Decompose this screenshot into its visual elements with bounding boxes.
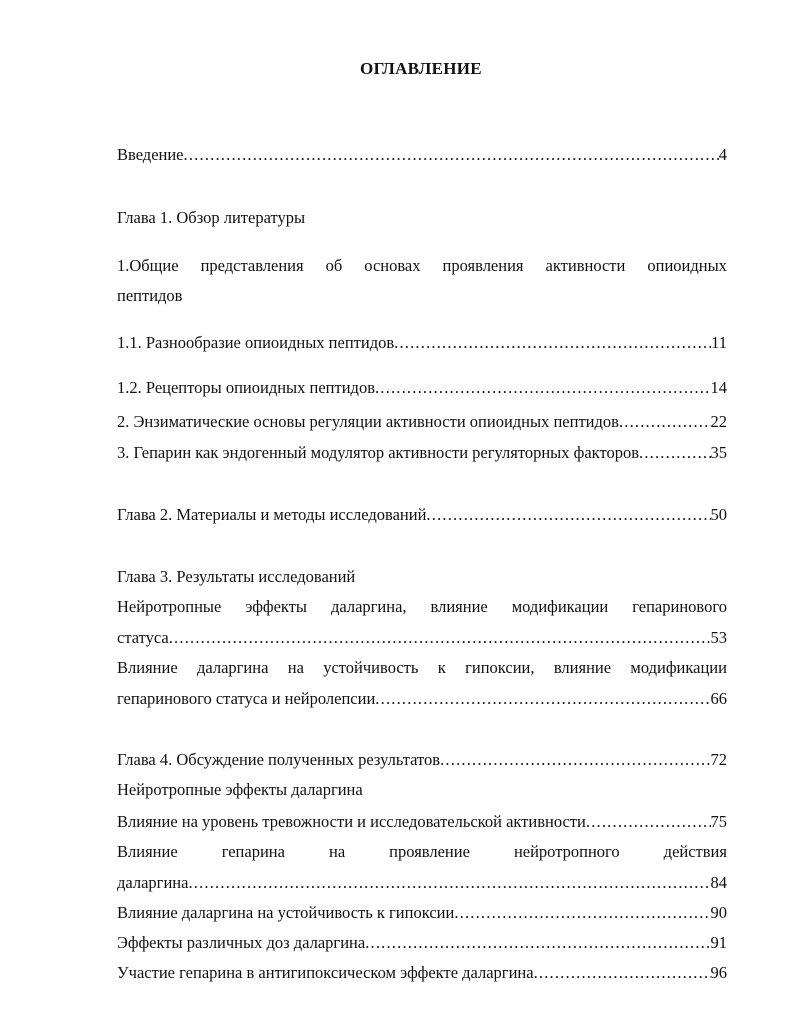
- toc-entry-1-2: 1.2. Рецепторы опиоидных пептидов ..... 14: [117, 378, 727, 398]
- toc-entry-chapter-4-item-1: Влияние на уровень тревожности и исследовательской активности ..... 75: [117, 812, 727, 832]
- chapter-1-heading: Глава 1. Обзор литературы: [117, 208, 306, 227]
- chapter-3-item-1-line1: Нейротропные эффекты даларгина, влияние модификации гепаринового: [117, 597, 727, 616]
- toc-entry-introduction: Введение ..... 4: [117, 145, 727, 165]
- toc-entry-3: 3. Гепарин как эндогенный модулятор активности регуляторных факторов ..... 35: [117, 443, 727, 463]
- toc-entry-chapter-4-item-3: Влияние даларгина на устойчивость к гипоксии ..... 90: [117, 903, 727, 923]
- toc-entry-2: 2. Энзиматические основы регуляции активности опиоидных пептидов ..... 22: [117, 412, 727, 432]
- chapter-4-item-2-line1: Влияние гепарина на проявление нейротропного действия: [117, 842, 727, 861]
- chapter-4-subheading: Нейротропные эффекты даларгина: [117, 780, 363, 799]
- page-title: ОГЛАВЛЕНИЕ: [360, 59, 482, 78]
- toc-entry-chapter-2: Глава 2. Материалы и методы исследований ..... 50: [117, 505, 727, 525]
- section-1-title-line1: 1.Общие представления об основах проявления активности опиоидных: [117, 256, 727, 275]
- toc-entry-1-1: 1.1. Разнообразие опиоидных пептидов ..... 11: [117, 333, 727, 353]
- toc-entry-chapter-4: Глава 4. Обсуждение полученных результатов ..... 72: [117, 750, 727, 770]
- chapter-3-heading: Глава 3. Результаты исследований: [117, 567, 356, 586]
- toc-entry-chapter-4-item-2: даларгина ..... 84: [117, 873, 727, 893]
- section-1-title-line2: пептидов: [117, 286, 183, 305]
- toc-entry-chapter-4-item-4: Эффекты различных доз даларгина ..... 91: [117, 933, 727, 953]
- toc-entry-chapter-3-item-1: статуса ..... 53: [117, 628, 727, 648]
- toc-entry-chapter-3-item-2: гепаринового статуса и нейролепсии ..... 66: [117, 689, 727, 709]
- toc-entry-chapter-4-item-5: Участие гепарина в антигипоксическом эффекте даларгина ..... 96: [117, 963, 727, 983]
- chapter-3-item-2-line1: Влияние даларгина на устойчивость к гипоксии, влияние модификации: [117, 658, 727, 677]
